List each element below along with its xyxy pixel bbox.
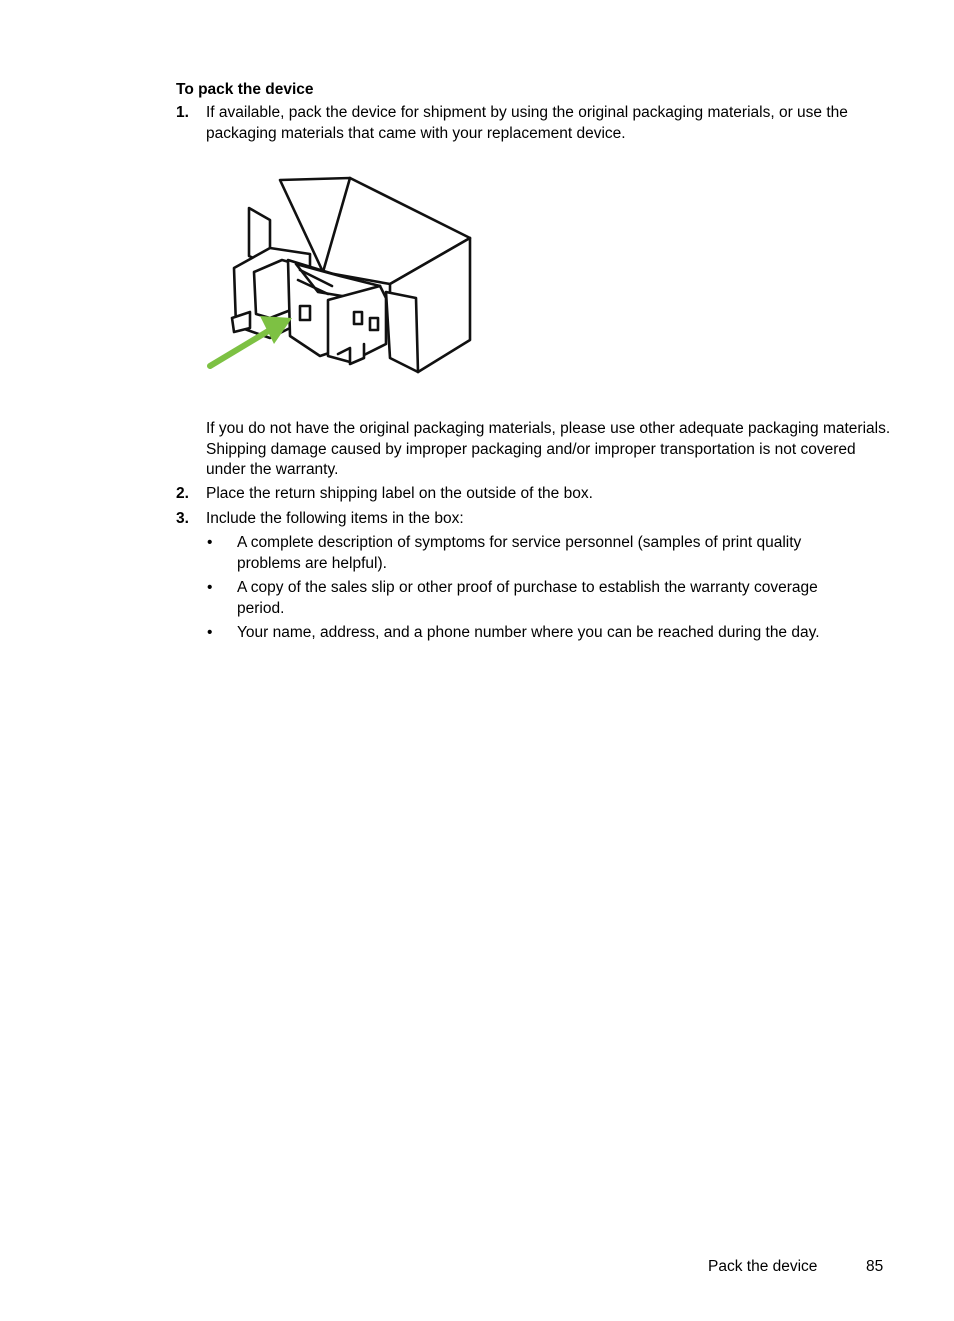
bullet-3-marker: •: [207, 624, 213, 641]
step-1-text: If available, pack the device for shipment by using the original packaging materials, or use the packaging materials that came with your replacement device.: [206, 104, 848, 142]
note-text: If you do not have the original packaging materials, please use other adequate packaging materials. Shipping damage caused by improper packaging and/or improper transportation is not covered under the warranty.: [206, 420, 891, 478]
step-2-number: 2.: [176, 485, 189, 502]
bullet-1-marker: •: [207, 534, 213, 551]
step-2-text: Place the return shipping label on the outside of the box.: [206, 485, 593, 502]
step-3-number: 3.: [176, 510, 189, 527]
section-heading: To pack the device: [176, 81, 314, 98]
step-1-number: 1.: [176, 104, 189, 121]
footer-page-number: 85: [866, 1258, 884, 1275]
bullet-3-text: Your name, address, and a phone number where you can be reached during the day.: [237, 624, 820, 641]
bullet-2-marker: •: [207, 579, 213, 596]
footer-section-title: Pack the device: [708, 1258, 818, 1275]
packing-box-illustration: [200, 168, 490, 383]
bullet-1-text: A complete description of symptoms for service personnel (samples of print quality problems are helpful).: [237, 534, 802, 572]
step-3-text: Include the following items in the box:: [206, 510, 464, 527]
bullet-2-text: A copy of the sales slip or other proof of purchase to establish the warranty coverage period.: [237, 579, 818, 617]
packing-figure: [200, 168, 490, 383]
